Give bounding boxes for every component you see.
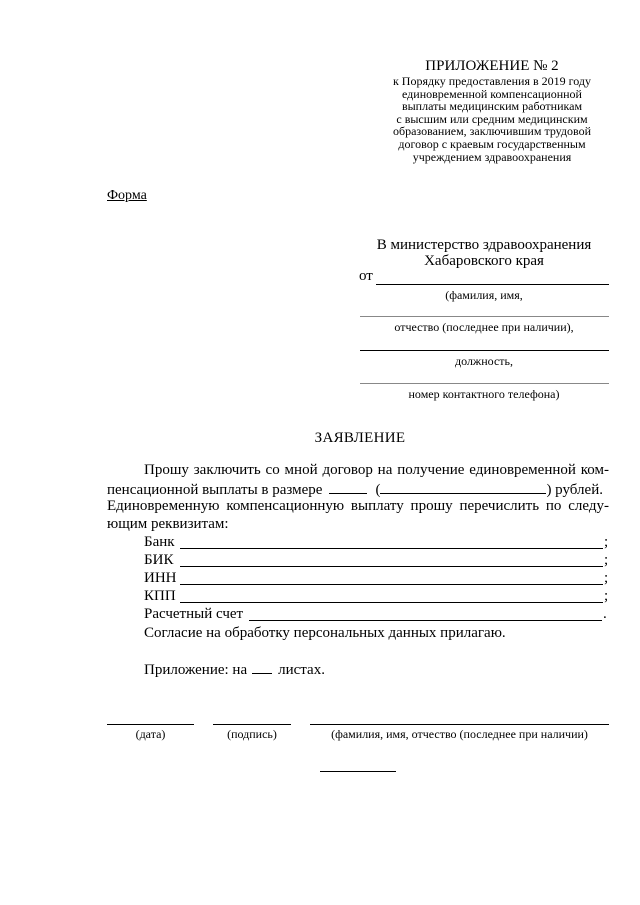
caption-full-name: (фамилия, имя, отчество (последнее при наличии)	[331, 727, 588, 741]
period: .	[603, 606, 607, 622]
appendix-line: договор с краевым государственным	[398, 136, 586, 151]
semicolon: ;	[604, 588, 609, 604]
applicant-name-line[interactable]	[376, 284, 609, 285]
recipient-line-1: В министерство здравоохранения	[376, 237, 592, 253]
body-line-3: Единовременную компенсационную выплату прошу перечислить по следу-	[107, 498, 609, 514]
bank-label: Банк	[144, 534, 175, 550]
caption-position: должность,	[455, 354, 513, 368]
semicolon: ;	[604, 552, 609, 568]
attachment-prefix: Приложение: на	[144, 662, 248, 678]
inn-label: ИНН	[144, 570, 177, 586]
appendix-line: с высшим или средним медицинским	[396, 111, 588, 126]
amount-digits-field[interactable]	[329, 480, 367, 494]
recipient-block	[360, 237, 608, 269]
document-title: ЗАЯВЛЕНИЕ	[314, 430, 406, 446]
body-line-1: Прошу заключить со мной договор на получение единовременной ком-	[144, 462, 609, 478]
body-line-4: ющим реквизитам:	[107, 516, 229, 532]
date-line[interactable]	[107, 724, 194, 725]
rubles-label: ) рублей.	[546, 482, 603, 498]
amount-label: пенсационной выплаты в размере	[107, 482, 323, 498]
appendix-line: выплаты медицинским работникам	[401, 99, 583, 114]
caption-patronymic: отчество (последнее при наличии),	[394, 320, 574, 334]
form-label: Форма	[107, 188, 147, 203]
caption-phone: номер контактного телефона)	[408, 387, 560, 401]
consent-text: Согласие на обработку персональных данных прилагаю.	[144, 625, 506, 641]
inn-field[interactable]	[180, 584, 603, 585]
open-paren: (	[375, 482, 381, 498]
caption-date: (дата)	[135, 727, 166, 741]
attachment-line	[144, 660, 325, 680]
caption-name: (фамилия, имя,	[445, 288, 523, 302]
kpp-field[interactable]	[180, 602, 603, 603]
attachment-suffix: листах.	[278, 662, 325, 678]
from-label: от	[359, 268, 373, 284]
applicant-patronymic-line[interactable]	[360, 316, 609, 317]
applicant-phone-line[interactable]	[360, 383, 609, 384]
appendix-title: ПРИЛОЖЕНИЕ № 2	[425, 58, 559, 74]
signature-line[interactable]	[213, 724, 291, 725]
body-line-2	[107, 480, 609, 500]
recipient-line-2: Хабаровского края	[424, 253, 544, 269]
semicolon: ;	[604, 534, 609, 550]
appendix-line: учреждением здравоохранения	[412, 149, 572, 164]
bik-label: БИК	[144, 552, 174, 568]
full-name-line[interactable]	[310, 724, 609, 725]
appendix-description	[360, 75, 624, 163]
account-field[interactable]	[249, 620, 602, 621]
footer-separator	[320, 771, 396, 772]
appendix-line: к Порядку предоставления в 2019 году	[392, 74, 592, 88]
semicolon: ;	[604, 570, 609, 586]
bik-field[interactable]	[180, 566, 603, 567]
appendix-line: образованием, заключившим трудовой	[392, 124, 592, 139]
bank-field[interactable]	[180, 548, 603, 549]
account-label: Расчетный счет	[144, 606, 244, 622]
attachment-pages-field[interactable]	[252, 660, 272, 674]
kpp-label: КПП	[144, 588, 176, 604]
caption-signature: (подпись)	[227, 727, 277, 741]
appendix-line: единовременной компенсационной	[402, 86, 582, 101]
applicant-position-line[interactable]	[360, 350, 609, 351]
amount-words-field[interactable]	[380, 480, 546, 494]
